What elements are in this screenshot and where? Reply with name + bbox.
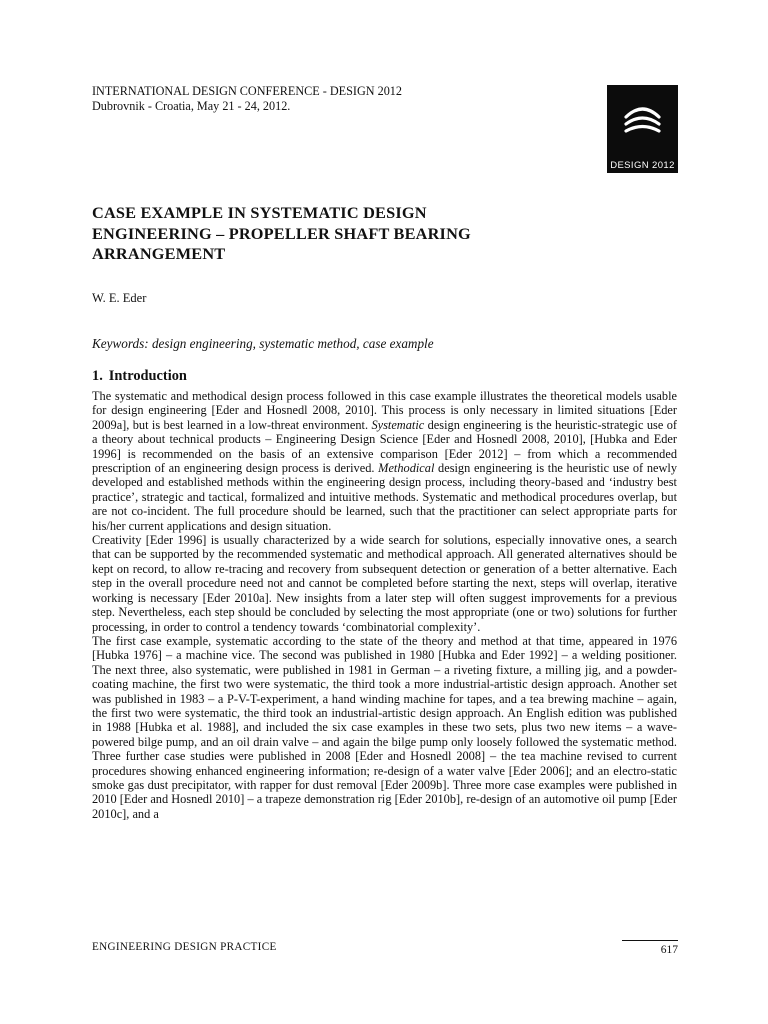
running-footer: ENGINEERING DESIGN PRACTICE — [92, 941, 277, 953]
emphasis: Systematic — [371, 417, 425, 432]
paragraph — [92, 389, 677, 533]
footer-rule — [622, 940, 678, 941]
author: W. E. Eder — [92, 291, 147, 305]
logo-text: DESIGN 2012 — [610, 160, 675, 171]
conference-location: Dubrovnik - Croatia, May 21 - 24, 2012. — [92, 99, 291, 113]
conference-name: INTERNATIONAL DESIGN CONFERENCE - DESIGN 2012 — [92, 84, 402, 98]
title-line: CASE EXAMPLE IN SYSTEMATIC DESIGN — [92, 203, 427, 222]
paper-title — [92, 203, 562, 265]
paragraph — [92, 634, 677, 821]
emphasis: Methodical — [378, 461, 435, 476]
text-run: Creativity [Eder 1996] is usually characterized by a wide search for solutions, especially innovative ones, a search that can be supported by the recommended systematic and methodical approach. All generated alternatives should be kept on record, to allow re-tracing and recovery from subsequent detection or generation of a better alternative. Each step in the overall procedure need not and cannot be completed before starting the next, steps will overlap, iterative working is necessary [Eder 2010a]. New insights from a later step will often suggest improvements for a previous step. Nevertheless, each step should be concluded by selecting the most appropriate (one or two) solutions for further processing, in order to control a tendency towards ‘combinatorial complexity’. — [92, 533, 677, 634]
keywords: Keywords: design engineering, systematic method, case example — [92, 336, 434, 351]
text-run: design engineering is the heuristic-strategic use of a theory about technical products – Engineering Design Science [Eder and Hosnedl 2008, 2010], [Hubka and Eder 1996] is recommended on the basis of an extensive comparison [Eder 2012] – from which a recommended prescription of an engineering design process is derived. — [92, 417, 677, 476]
section-title: Introduction — [108, 368, 187, 384]
section-heading — [92, 368, 187, 385]
body-text — [92, 389, 677, 821]
title-line: ARRANGEMENT — [92, 244, 226, 263]
conference-header — [92, 84, 402, 114]
design-2012-logo — [607, 85, 678, 173]
text-run: design engineering is the heuristic use of newly developed and established methods within the engineering design process, including theory-based and ‘industry best practice’, strategic and tactical, formalized and intuitive methods. Systematic and methodical procedures overlap, but are not co-incident. The full procedure should be learned, such that the practitioner can select appropriate parts for his/her current applications and design situation. — [92, 461, 677, 533]
text-run: The systematic and methodical design process followed in this case example illustrates the theoretical models usable for design engineering [Eder and Hosnedl 2008, 2010]. This process is only necessary in limited situations [Eder 2009a], but is best learned in a low-threat environment. — [92, 389, 677, 432]
title-line: ENGINEERING – PROPELLER SHAFT BEARING — [92, 223, 471, 243]
paragraph — [92, 533, 677, 634]
text-run: The first case example, systematic according to the state of the theory and method at that time, appeared in 1976 [Hubka 1976] – a machine vice. The second was published in 1980 [Hubka and Eder 1992] – a welding positioner. The next three, also systematic, were published in 1981 in German – a riveting fixture, a milling jig, and a powder-coating machine, the first two were systematic, the third took a more industrial-artistic design approach. Another set was published in 1983 – a P-V-T-experiment, a hand winding machine for tapes, and a tea brewing machine – again, the first two were systematic, the third took an industrial-artistic design approach. An English edition was published in 1988 [Hubka et al. 1988], and included the six case examples in these two sets, plus two new items – a wave-powered bilge pump, and an oil drain valve – and again the bilge pump only loosely followed the systematic method. Three further case studies were published in 2008 [Eder and Hosnedl 2008] – the tea machine revised to current procedures showing enhanced engineering information; re-design of a water valve [Eder 2006]; and an electro-static smoke gas dust precipitator, with rapper for dust removal [Eder 2009b]. Three more case examples were published in 2010 [Eder and Hosnedl 2010] – a trapeze demonstration rig [Eder 2010b], re-design of an automotive oil pump [Eder 2010c], and a — [92, 633, 677, 821]
page-number: 617 — [660, 944, 678, 956]
section-number: 1. — [92, 368, 103, 384]
